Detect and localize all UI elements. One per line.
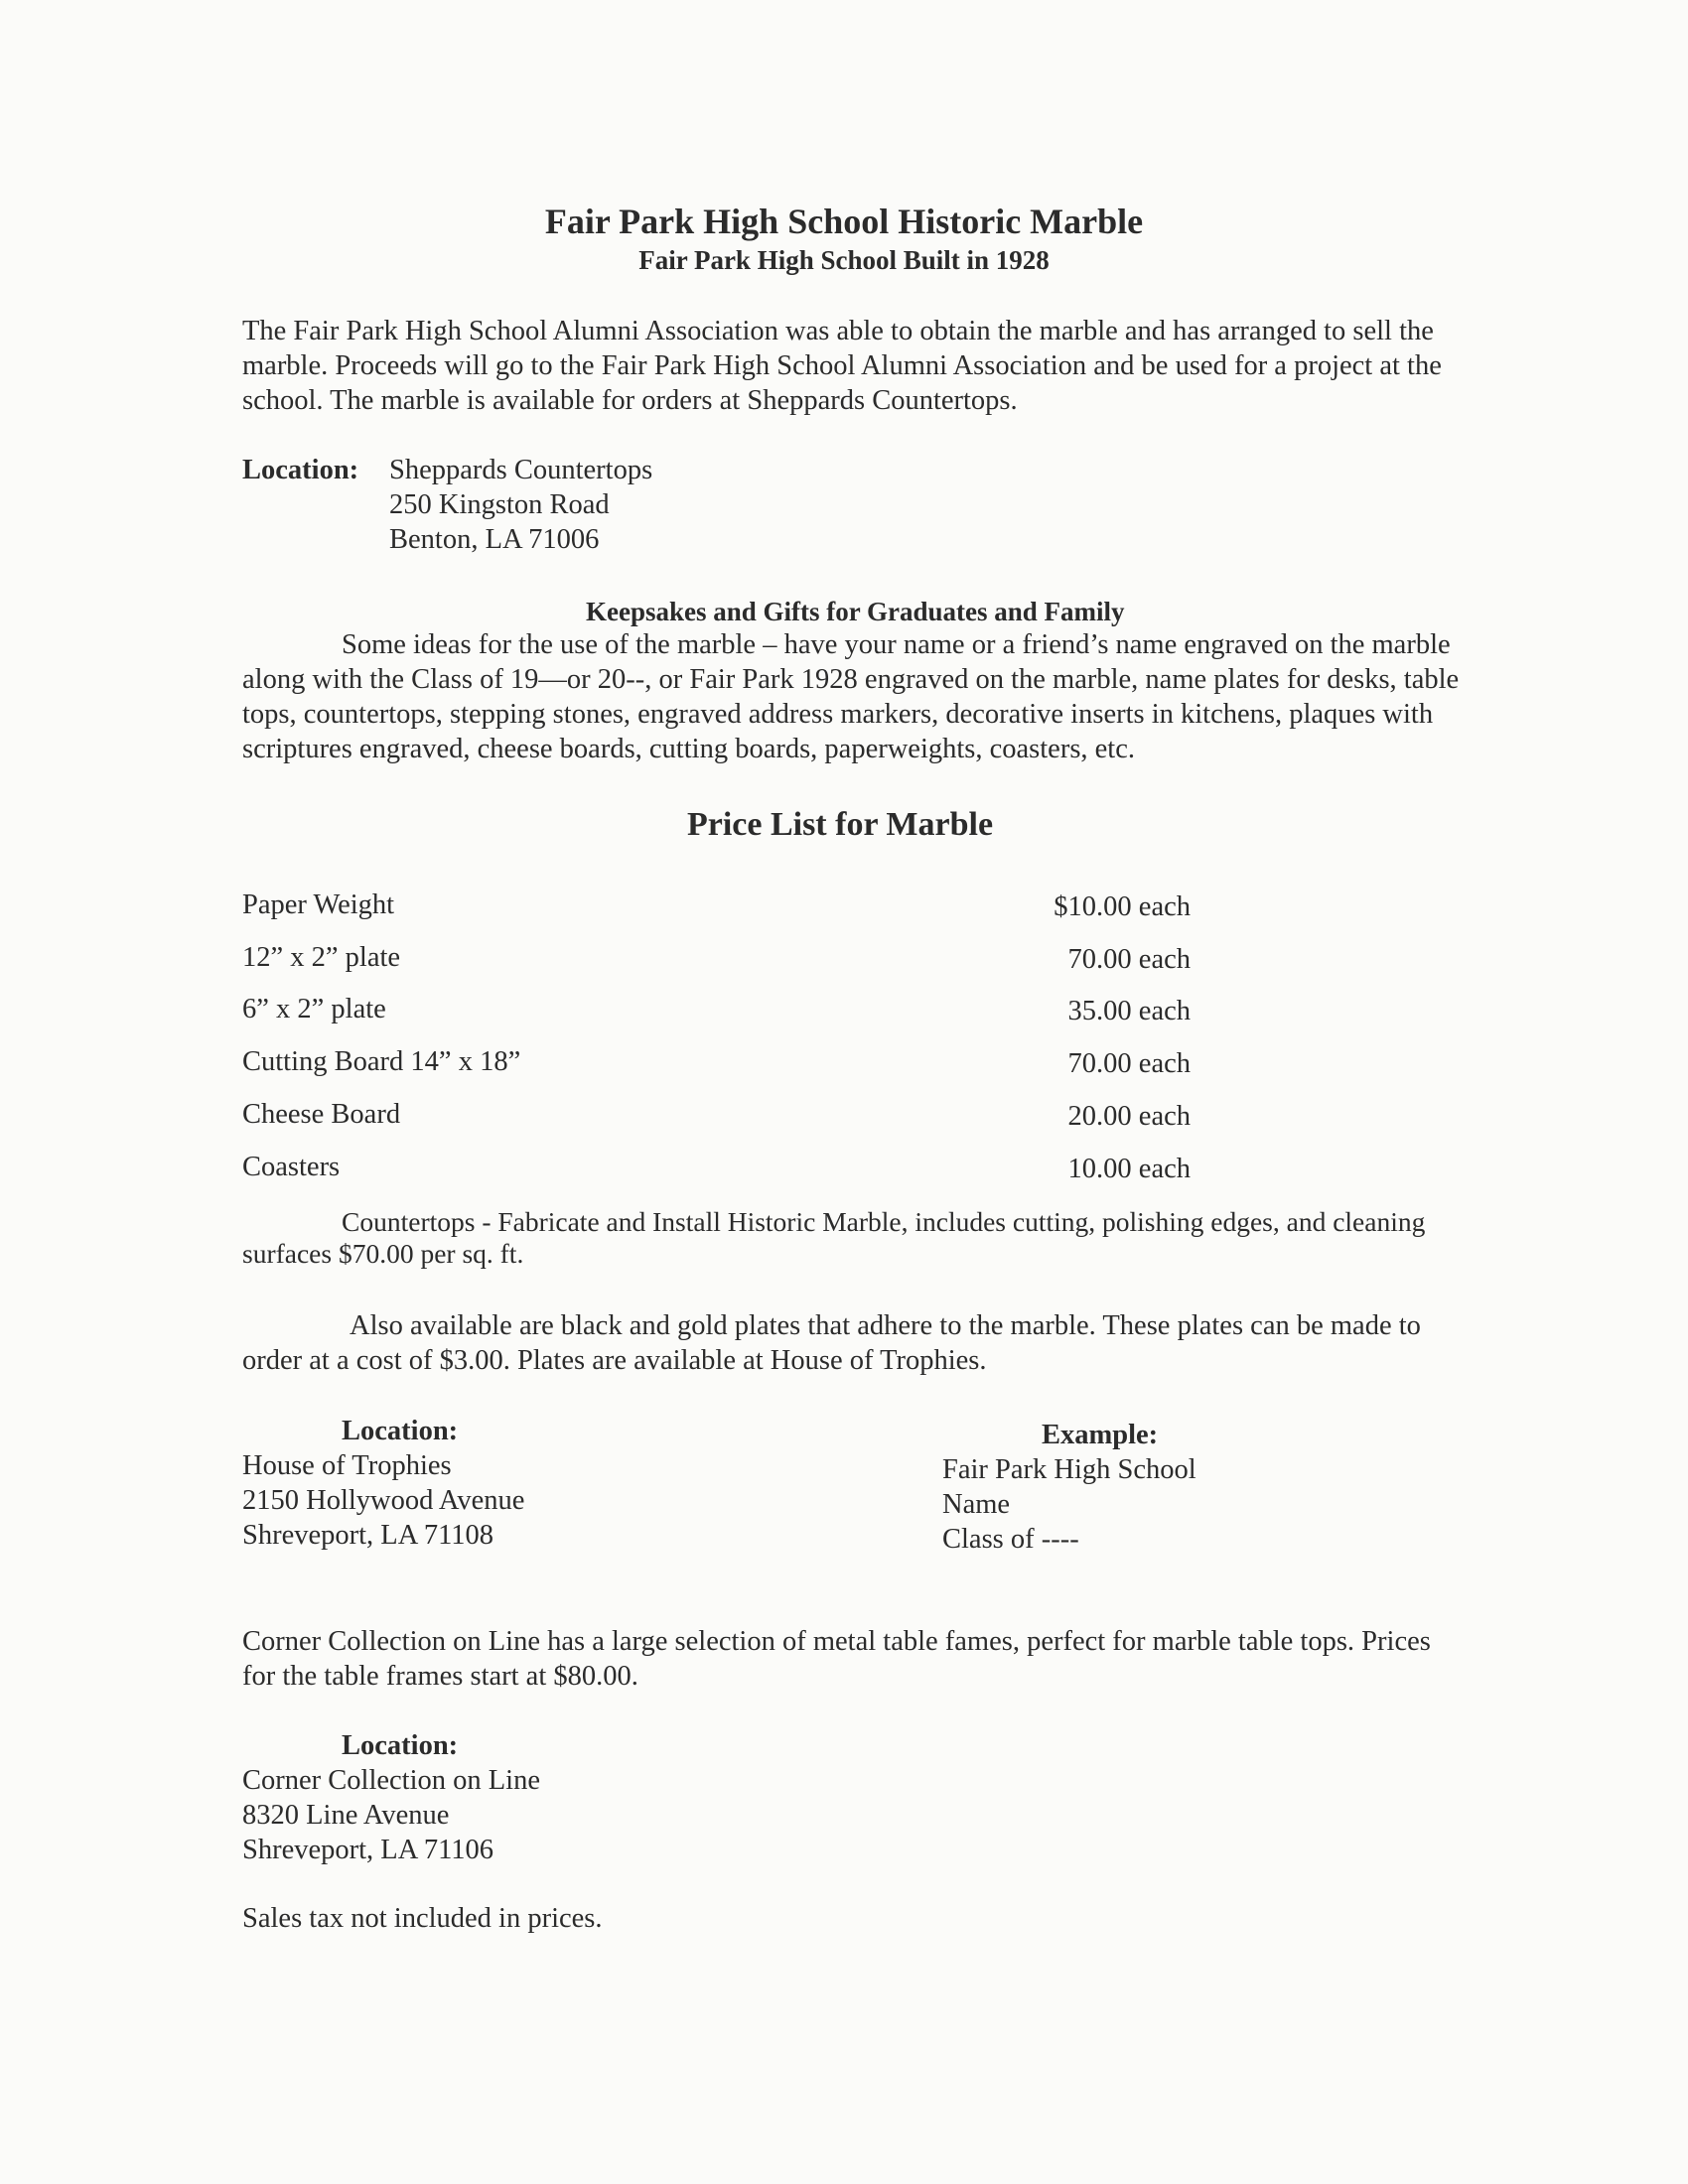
keepsakes-heading: Keepsakes and Gifts for Graduates and Family [586,597,1125,626]
address-line: 250 Kingston Road [389,489,610,520]
price-value: 70.00 each [1067,944,1191,975]
price-value: 70.00 each [1067,1048,1191,1079]
location-3-block [242,1728,540,1867]
price-item: 12” x 2” plate [242,942,401,973]
address-line: Sheppards Countertops [389,455,653,485]
price-item: 6” x 2” plate [242,994,386,1024]
price-row [242,889,1191,942]
address-line: Shreveport, LA 71108 [242,1520,494,1551]
price-item: Cutting Board 14” x 18” [242,1046,521,1077]
price-item: Coasters [242,1152,341,1182]
example-block [942,1418,1196,1557]
price-row [242,1046,1191,1099]
address-line: 8320 Line Avenue [242,1800,450,1831]
price-item: Paper Weight [242,889,395,920]
example-line: Fair Park High School [942,1454,1196,1485]
price-value: 35.00 each [1067,996,1191,1026]
price-row [242,1099,1191,1152]
example-line: Class of ---- [942,1524,1079,1555]
intro-paragraph: The Fair Park High School Alumni Association was able to obtain the marble and has arranged to sell the marble. Proceeds will go to the Fair Park High School Alumni Association and be used for a project at the school. The marble is available for orders at Sheppards Countertops. [242,316,1442,416]
page-title: Fair Park High School Historic Marble [544,202,1144,241]
price-value: $10.00 each [1054,891,1191,922]
sales-tax-note: Sales tax not included in prices. [242,1903,603,1934]
keepsakes-paragraph: Some ideas for the use of the marble – have your name or a friend’s name engraved on the marble along with the Class of 19—or 20--, or Fair Park 1928 engraved on the marble, name plates for desks, table tops, countertops, stepping stones, engraved address markers, decorative inserts in kitchens, plaques with scriptures engraved, cheese boards, cutting boards, paperweights, coasters, etc. [242,629,1460,764]
price-list-title: Price List for Marble [686,806,994,843]
location-1-address [389,453,652,557]
plates-paragraph: Also available are black and gold plates that adhere to the marble. These plates can be made to order at a cost of $3.00. Plates are available at House of Trophies. [242,1310,1421,1376]
address-line: House of Trophies [242,1450,452,1481]
example-line: Name [942,1489,1011,1520]
location-2-label: Location: [342,1416,459,1446]
address-line: Benton, LA 71006 [389,524,600,555]
page-subtitle: Fair Park High School Built in 1928 [638,245,1050,275]
price-item: Cheese Board [242,1099,401,1130]
corner-paragraph: Corner Collection on Line has a large selection of metal table fames, perfect for marble table tops. Prices for the table frames start at $80.00. [242,1626,1431,1692]
location-3-label: Location: [342,1730,459,1761]
example-label: Example: [1042,1420,1159,1450]
address-line: Shreveport, LA 71106 [242,1835,494,1865]
location-1-label: Location: [242,455,359,485]
countertops-paragraph: Countertops - Fabricate and Install Historic Marble, includes cutting, polishing edges, and cleaning surfaces $70.00 per sq. ft. [242,1206,1426,1269]
address-line: 2150 Hollywood Avenue [242,1485,525,1516]
price-value: 20.00 each [1067,1101,1191,1132]
location-2-block [242,1414,524,1553]
price-row [242,994,1191,1046]
price-value: 10.00 each [1067,1154,1191,1184]
address-line: Corner Collection on Line [242,1765,540,1796]
price-row [242,942,1191,995]
price-row [242,1152,1191,1204]
